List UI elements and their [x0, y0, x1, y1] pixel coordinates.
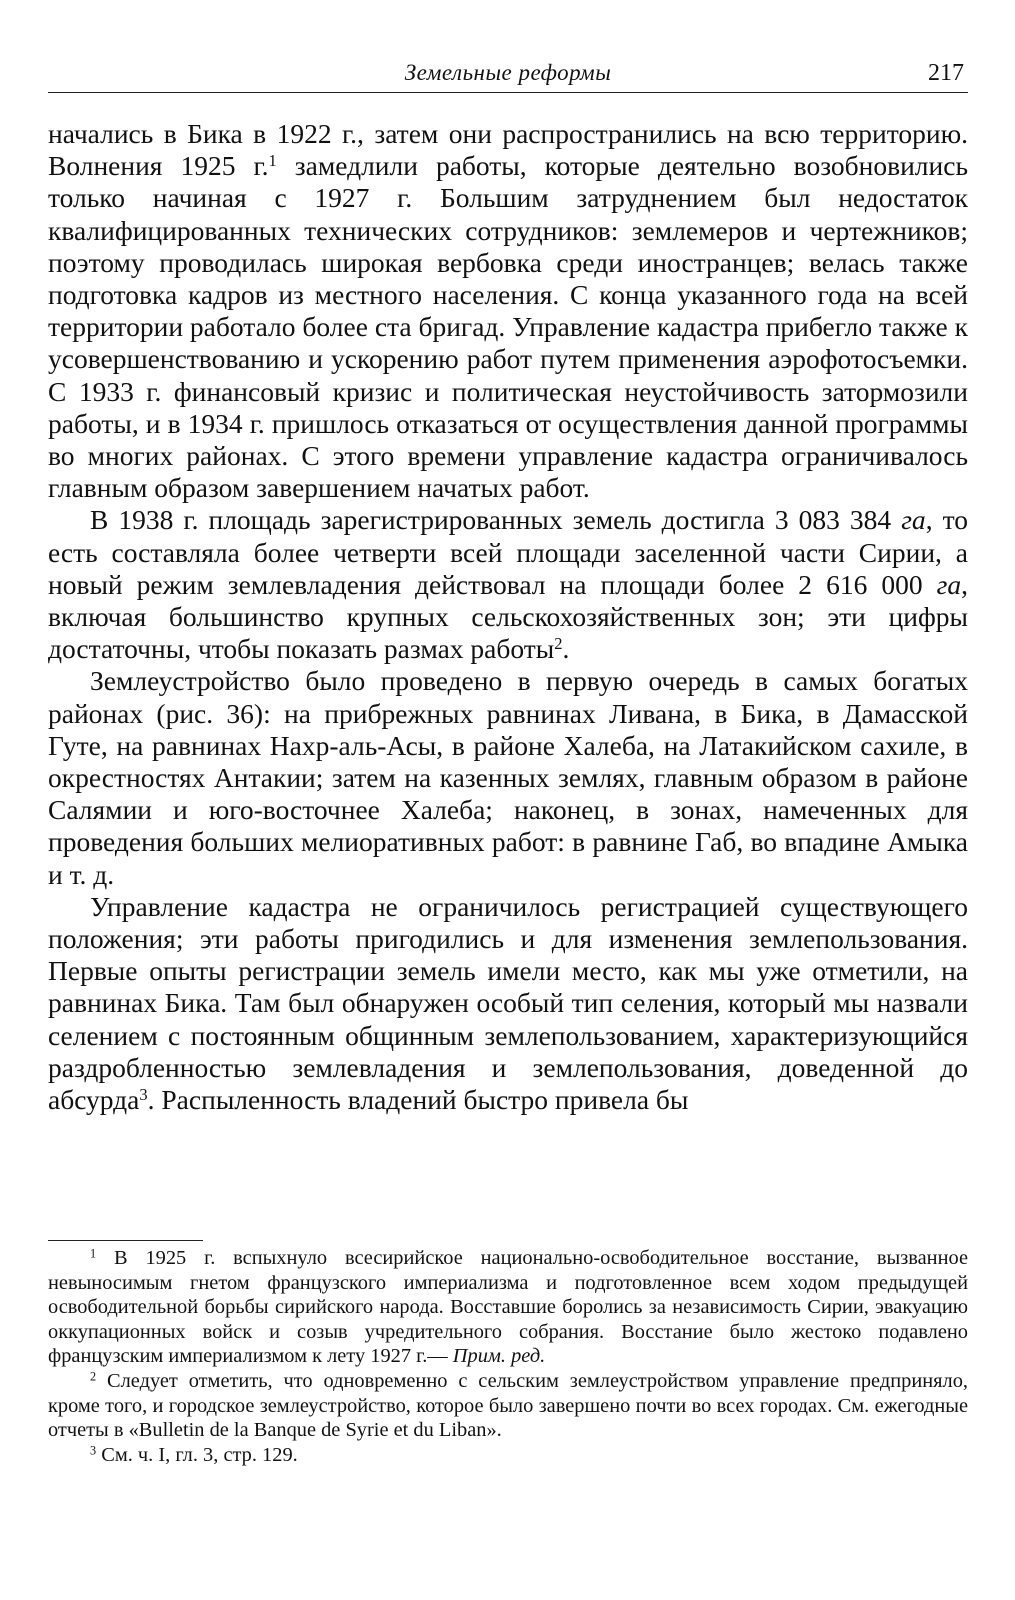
footnote-ref-3: 3	[139, 1085, 148, 1105]
page-number: 217	[928, 60, 964, 86]
footnote-mark: 3	[90, 1443, 97, 1458]
footnote-text: См. ч. I, гл. 3, стр. 129.	[96, 1443, 298, 1466]
footnote-ref-1: 1	[268, 151, 277, 171]
paragraph-text: замедлили работы, которые деятельно возобновились только начиная с 1927 г. Большим затруднением был недостаток квалифицированных технических сотрудников: землемеров и чертежников; поэтому проводилась широкая вербовка среди иностранцев; велась также подготовка кадров из местного населения. С конца указанного года на всей территории работало более ста бригад. Управление кадастра прибегло также к усовершенствованию и ускорению работ путем применения аэрофотосъемки. С 1933 г. финансовый кризис и политическая неустойчивость затормозили работы, и в 1934 г. пришлось отказаться от осуществления данной программы во многих районах. С этого времени управление кадастра ограничивалось главным образом завершением начатых работ.	[48, 150, 968, 504]
unit-ha: га	[901, 504, 926, 536]
footnote-1	[48, 1246, 968, 1369]
paragraph-text: , то есть составляла более четверти всей площади заселенной части Сирии, а новый режим землевладения действовал на площади более 2 616 000	[48, 504, 968, 600]
paragraph-text: , включая большинство крупных сельскохозяйственных зон; эти цифры достаточны, чтобы показать размах работы	[48, 568, 968, 665]
unit-ha: га	[936, 568, 962, 600]
footnote-divider	[48, 1240, 203, 1241]
paragraph-2	[48, 504, 968, 665]
paragraph-text: начались в Бика в 1922 г., затем они распространились на всю территорию. Волнения 1925 г.	[48, 118, 968, 182]
paragraph-3: Землеустройство было проведено в первую очередь в самых богатых районах (рис. 36): на прибрежных равнинах Ливана, в Бика, в Дамасской Гуте, на равнинах Нахр-аль-Асы, в районе Халеба, на Латакийском сахиле, в окрестностях Антакии; затем на казенных землях, главным образом в районе Салямии и юго-восточнее Халеба; наконец, в зонах, намеченных для проведения больших мелиоративных работ: в равнине Габ, во впадине Амыка и т. д.	[48, 665, 968, 890]
paragraph-4	[48, 891, 968, 1116]
paragraph-text: . Распыленность владений быстро привела бы	[147, 1084, 689, 1116]
paragraph-text: Управление кадастра не ограничилось регистрацией существующего положения; эти работы пригодились и для изменения землепользования. Первые опыты регистрации земель имели место, как мы уже отметили, на равнинах Бика. Там был обнаружен особый тип селения, который мы назвали селением с постоянным общинным землепользованием, характеризующийся раздробленностью землевладения и землепользования, доведенной до абсурда	[48, 890, 968, 1116]
footnote-text: Следует отметить, что одновременно с сельским землеустройством управление предприняло, кроме того, и городское землеустройство, которое было завершено почти во всех городах. См. ежегодные отчеты в «Bulletin de la Banque de Syrie et du Liban».	[48, 1369, 968, 1442]
footnote-3	[48, 1443, 968, 1468]
footnote-2	[48, 1369, 968, 1443]
footnotes	[48, 1246, 968, 1467]
paragraph-1	[48, 118, 968, 504]
footnote-mark: 1	[90, 1246, 97, 1261]
running-title: Земельные реформы	[404, 60, 612, 85]
page-header	[48, 58, 968, 93]
paragraph-text: В 1938 г. площадь зарегистрированных земель достигла 3 083 384	[90, 504, 902, 536]
main-text	[48, 118, 968, 1116]
footnote-ref-2: 2	[554, 634, 563, 654]
paragraph-text: .	[562, 633, 570, 665]
footnote-text: В 1925 г. вспыхнуло всесирийское национально-освободительное восстание, вызванное невыносимым гнетом французского империализма и подготовленное всем ходом предыдущей освободительной борьбы сирийского народа. Восставшие боролись за независимость Сирии, эвакуацию оккупационных войск и созыв учредительного собрания. Восстание было жестоко подавлено французским империализмом к лету 1927 г.—	[48, 1247, 968, 1368]
editor-note: Прим. ред.	[452, 1345, 546, 1368]
footnote-mark: 2	[90, 1369, 97, 1384]
